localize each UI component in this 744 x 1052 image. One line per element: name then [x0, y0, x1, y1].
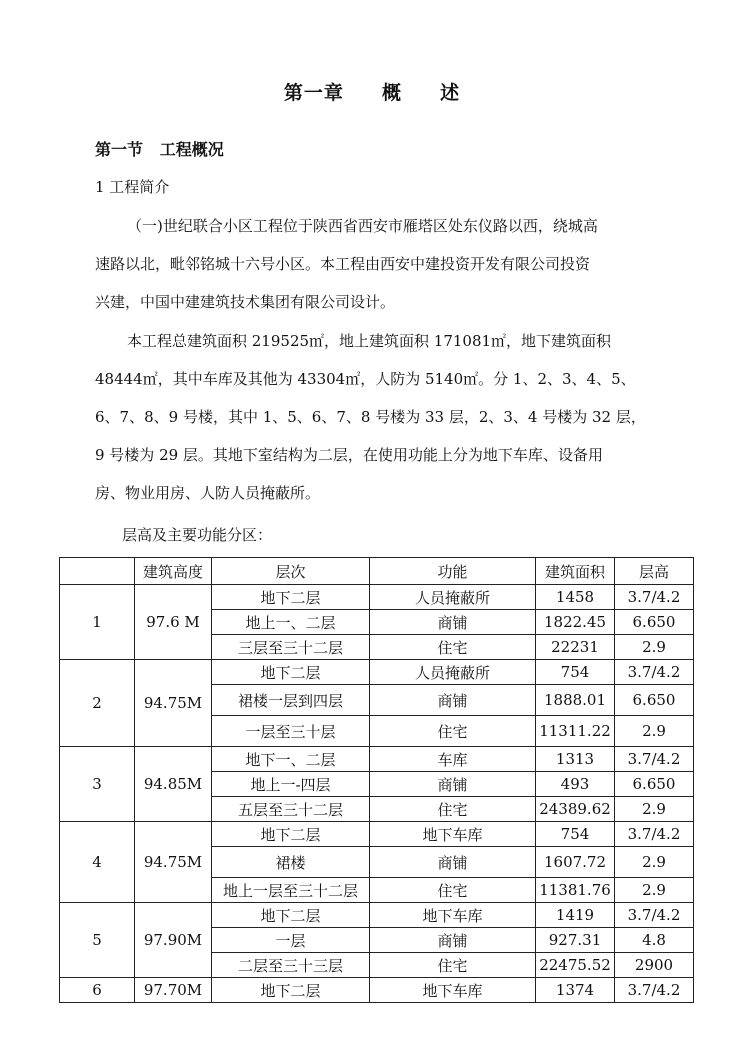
function-cell: 人员掩蔽所: [370, 585, 536, 610]
building-number-cell: 4: [60, 822, 135, 903]
function-cell: 商铺: [370, 928, 536, 953]
floors-cell: 地下二层: [212, 903, 370, 928]
table-caption: 层高及主要功能分区：: [122, 526, 273, 544]
floor-area-cell: 493: [536, 772, 615, 797]
building-height-cell: 97.90M: [135, 903, 212, 978]
floor-height-cell: 2900: [615, 953, 694, 978]
floors-cell: 地下二层: [212, 660, 370, 685]
table-row: [60, 903, 694, 928]
function-cell: 商铺: [370, 685, 536, 716]
header-floor-height: 层高: [615, 558, 694, 585]
floors-cell: 五层至三十二层: [212, 797, 370, 822]
header-building-height: 建筑高度: [135, 558, 212, 585]
function-cell: 住宅: [370, 878, 536, 903]
floor-area-cell: 24389.62: [536, 797, 615, 822]
floors-cell: 一层至三十层: [212, 716, 370, 747]
floor-height-cell: 3.7/4.2: [615, 903, 694, 928]
floors-cell: 一层: [212, 928, 370, 953]
function-cell: 地下车库: [370, 978, 536, 1003]
floor-height-cell: 2.9: [615, 635, 694, 660]
floor-height-cell: 3.7/4.2: [615, 747, 694, 772]
floor-area-cell: 1888.01: [536, 685, 615, 716]
floor-height-cell: 2.9: [615, 797, 694, 822]
floor-function-table: [59, 557, 694, 1003]
table-row: [60, 822, 694, 847]
floor-area-cell: 754: [536, 660, 615, 685]
floors-cell: 二层至三十三层: [212, 953, 370, 978]
table-body: [60, 585, 694, 1003]
floor-area-cell: 1458: [536, 585, 615, 610]
function-cell: 住宅: [370, 716, 536, 747]
function-cell: 商铺: [370, 772, 536, 797]
floor-height-cell: 2.9: [615, 716, 694, 747]
floor-area-cell: 1419: [536, 903, 615, 928]
paragraph-line: 兴建，中国中建建筑技术集团有限公司设计。: [95, 293, 396, 311]
building-number-cell: 6: [60, 978, 135, 1003]
paragraph-line: 48444㎡，其中车库及其他为 43304㎡，人防为 5140㎡。分 1、2、3、4、5、: [95, 370, 636, 388]
floor-height-cell: 6.650: [615, 685, 694, 716]
floors-cell: 地上一层至三十二层: [212, 878, 370, 903]
floor-height-cell: 6.650: [615, 610, 694, 635]
function-cell: 商铺: [370, 847, 536, 878]
function-cell: 住宅: [370, 797, 536, 822]
floor-height-cell: 4.8: [615, 928, 694, 953]
floors-cell: 裙楼: [212, 847, 370, 878]
building-number-cell: 2: [60, 660, 135, 747]
function-cell: 地下车库: [370, 903, 536, 928]
function-cell: 住宅: [370, 953, 536, 978]
floor-area-cell: 22475.52: [536, 953, 615, 978]
function-cell: 人员掩蔽所: [370, 660, 536, 685]
floor-area-cell: 1822.45: [536, 610, 615, 635]
floor-height-cell: 3.7/4.2: [615, 585, 694, 610]
header-floor-area: 建筑面积: [536, 558, 615, 585]
building-number-cell: 1: [60, 585, 135, 660]
building-height-cell: 94.85M: [135, 747, 212, 822]
floor-area-cell: 22231: [536, 635, 615, 660]
function-cell: 地下车库: [370, 822, 536, 847]
table-row: [60, 585, 694, 610]
floor-area-cell: 11311.22: [536, 716, 615, 747]
floor-height-cell: 2.9: [615, 878, 694, 903]
subsection-title: 1 工程简介: [95, 178, 170, 196]
floors-cell: 三层至三十二层: [212, 635, 370, 660]
floors-cell: 裙楼一层到四层: [212, 685, 370, 716]
building-height-cell: 94.75M: [135, 660, 212, 747]
floor-area-cell: 1374: [536, 978, 615, 1003]
chapter-title: 第一章 概 述: [283, 82, 461, 104]
floor-height-cell: 2.9: [615, 847, 694, 878]
building-height-cell: 97.6 M: [135, 585, 212, 660]
table-row: [60, 660, 694, 685]
floor-area-cell: 11381.76: [536, 878, 615, 903]
floor-area-cell: 1607.72: [536, 847, 615, 878]
table-row: [60, 747, 694, 772]
table-header-row: [60, 558, 694, 585]
floor-height-cell: 3.7/4.2: [615, 978, 694, 1003]
header-floors: 层次: [212, 558, 370, 585]
floors-cell: 地下二层: [212, 585, 370, 610]
header-index: [60, 558, 135, 585]
paragraph-line: 9 号楼为 29 层。其地下室结构为二层，在使用功能上分为地下车库、设备用: [95, 446, 603, 464]
table-row: [60, 978, 694, 1003]
building-height-cell: 94.75M: [135, 822, 212, 903]
floor-area-cell: 927.31: [536, 928, 615, 953]
floor-height-cell: 3.7/4.2: [615, 660, 694, 685]
building-number-cell: 3: [60, 747, 135, 822]
paragraph-line: 速路以北，毗邻铭城十六号小区。本工程由西安中建投资开发有限公司投资: [95, 255, 591, 273]
floors-cell: 地上一-四层: [212, 772, 370, 797]
paragraph-line: 6、7、8、9 号楼，其中 1、5、6、7、8 号楼为 33 层，2、3、4 号楼为 32 层，: [95, 408, 646, 426]
paragraph-project-area: [95, 322, 685, 512]
floors-cell: 地下一、二层: [212, 747, 370, 772]
function-cell: 商铺: [370, 610, 536, 635]
function-cell: 车库: [370, 747, 536, 772]
floors-cell: 地上一、二层: [212, 610, 370, 635]
paragraph-project-location: [95, 207, 685, 321]
floor-height-cell: 3.7/4.2: [615, 822, 694, 847]
building-height-cell: 97.70M: [135, 978, 212, 1003]
floors-cell: 地下二层: [212, 978, 370, 1003]
function-cell: 住宅: [370, 635, 536, 660]
header-function: 功能: [370, 558, 536, 585]
paragraph-line: 本工程总建筑面积 219525㎡，地上建筑面积 171081㎡，地下建筑面积: [127, 332, 612, 350]
floors-cell: 地下二层: [212, 822, 370, 847]
paragraph-line: 房、物业用房、人防人员掩蔽所。: [95, 484, 321, 502]
building-number-cell: 5: [60, 903, 135, 978]
paragraph-line: （一)世纪联合小区工程位于陕西省西安市雁塔区处东仪路以西，绕城高: [127, 217, 598, 235]
floor-area-cell: 754: [536, 822, 615, 847]
section-title: 第一节 工程概况: [95, 140, 224, 159]
floor-area-cell: 1313: [536, 747, 615, 772]
floor-height-cell: 6.650: [615, 772, 694, 797]
